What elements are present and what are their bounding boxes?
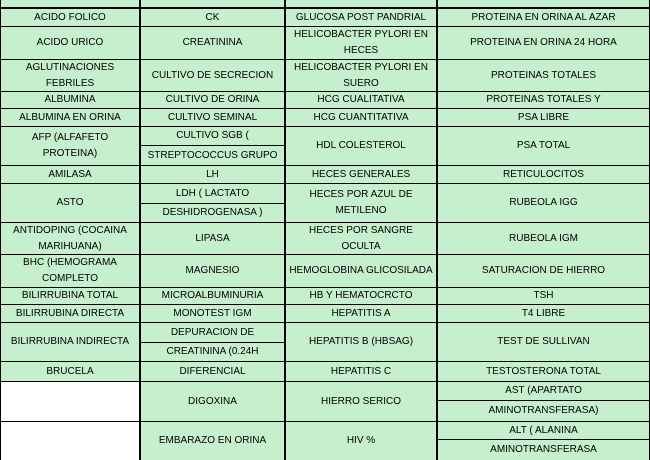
- table-cell: GLUCOSA POST PANDRIAL: [286, 9, 436, 26]
- table-cell: ALT ( ALANINA: [438, 422, 649, 439]
- table-cell: HEPATITIS A: [286, 305, 436, 322]
- table-cell-clipped: [438, 0, 649, 7]
- table-cell: HEMOGLOBINA GLICOSILADA: [286, 255, 436, 287]
- table-cell: CULTIVO DE ORINA: [141, 92, 284, 108]
- table-cell: BILIRRUBINA INDIRECTA: [1, 323, 139, 361]
- table-cell: TSH: [438, 288, 649, 304]
- table-cell: ALBUMINA EN ORINA: [1, 109, 139, 126]
- table-cell: TEST DE SULLIVAN: [438, 323, 649, 361]
- table-cell: STREPTOCOCCUS GRUPO: [141, 146, 284, 165]
- table-cell: LDH ( LACTATO: [141, 184, 284, 203]
- table-cell: TESTOSTERONA TOTAL: [438, 362, 649, 381]
- table-cell: ACIDO FOLICO: [1, 9, 139, 26]
- table-cell: HECES POR SANGRE OCULTA: [286, 223, 436, 254]
- table-cell: HEPATITIS B (HBSAG): [286, 323, 436, 361]
- table-cell-clipped: [1, 0, 139, 7]
- table-cell: EMBARAZO EN ORINA: [141, 422, 284, 460]
- table-cell: PROTEINA EN ORINA 24 HORA: [438, 27, 649, 59]
- table-cell: CULTIVO SGB (: [141, 127, 284, 145]
- table-cell: RUBEOLA IGG: [438, 184, 649, 222]
- table-cell: AMILASA: [1, 166, 139, 183]
- table-cell: MICROALBUMINURIA: [141, 288, 284, 304]
- table-cell: PSA LIBRE: [438, 109, 649, 126]
- table-cell: LIPASA: [141, 223, 284, 254]
- table-cell: BILIRRUBINA DIRECTA: [1, 305, 139, 322]
- table-cell: HCG CUANTITATIVA: [286, 109, 436, 126]
- table-cell: MAGNESIO: [141, 255, 284, 287]
- table-cell: AMINOTRANSFERASA): [438, 401, 649, 421]
- table-cell: DIFERENCIAL: [141, 362, 284, 381]
- table-cell: AFP (ALFAFETO PROTEINA): [1, 127, 139, 165]
- table-cell: ASTO: [1, 184, 139, 222]
- table-cell: AMINOTRANSFERASA: [438, 440, 649, 460]
- table-cell: DESHIDROGENASA ): [141, 204, 284, 222]
- table-cell: HEPATITIS C: [286, 362, 436, 381]
- table-cell: RUBEOLA IGM: [438, 223, 649, 254]
- table-cell: CULTIVO SEMINAL: [141, 109, 284, 126]
- table-cell: MONOTEST IGM: [141, 305, 284, 322]
- table-cell: DEPURACION DE: [141, 323, 284, 342]
- table-cell: PROTEINAS TOTALES Y: [438, 92, 649, 108]
- table-cell: HDL COLESTEROL: [286, 127, 436, 165]
- table-cell: PSA TOTAL: [438, 127, 649, 165]
- table-cell: [1, 382, 139, 421]
- table-cell: PROTEINA EN ORINA AL AZAR: [438, 9, 649, 26]
- table-cell: CULTIVO DE SECRECION: [141, 60, 284, 91]
- table-cell: SATURACION DE HIERRO: [438, 255, 649, 287]
- table-cell: RETICULOCITOS: [438, 166, 649, 183]
- table-cell: BILIRRUBINA TOTAL: [1, 288, 139, 304]
- table-cell: HELICOBACTER PYLORI EN SUERO: [286, 60, 436, 91]
- table-cell-clipped: [141, 0, 284, 7]
- table-cell: BRUCELA: [1, 362, 139, 381]
- table-cell: T4 LIBRE: [438, 305, 649, 322]
- table-cell: ALBUMINA: [1, 92, 139, 108]
- table-cell-clipped: [286, 0, 436, 7]
- table-cell: HCG CUALITATIVA: [286, 92, 436, 108]
- table-cell: AST (APARTATO: [438, 382, 649, 400]
- table-cell: CREATININA: [141, 27, 284, 59]
- table-cell: HECES GENERALES: [286, 166, 436, 183]
- table-cell: HELICOBACTER PYLORI EN HECES: [286, 27, 436, 59]
- table-cell: ACIDO URICO: [1, 27, 139, 59]
- table-cell: HIERRO SERICO: [286, 382, 436, 421]
- table-cell: HB Y HEMATOCRCTO: [286, 288, 436, 304]
- table-cell: BHC (HEMOGRAMA COMPLETO: [1, 255, 139, 287]
- table-cell: LH: [141, 166, 284, 183]
- table-cell: DIGOXINA: [141, 382, 284, 421]
- table-cell: ANTIDOPING (COCAINA MARIHUANA): [1, 223, 139, 254]
- table-cell: HIV %: [286, 422, 436, 460]
- table-cell: [1, 422, 139, 460]
- table-cell: AGLUTINACIONES FEBRILES: [1, 60, 139, 91]
- table-cell: CREATININA (0.24H: [141, 343, 284, 361]
- table-cell: HECES POR AZUL DE METILENO: [286, 184, 436, 222]
- table-cell: PROTEINAS TOTALES: [438, 60, 649, 91]
- table-cell: CK: [141, 9, 284, 26]
